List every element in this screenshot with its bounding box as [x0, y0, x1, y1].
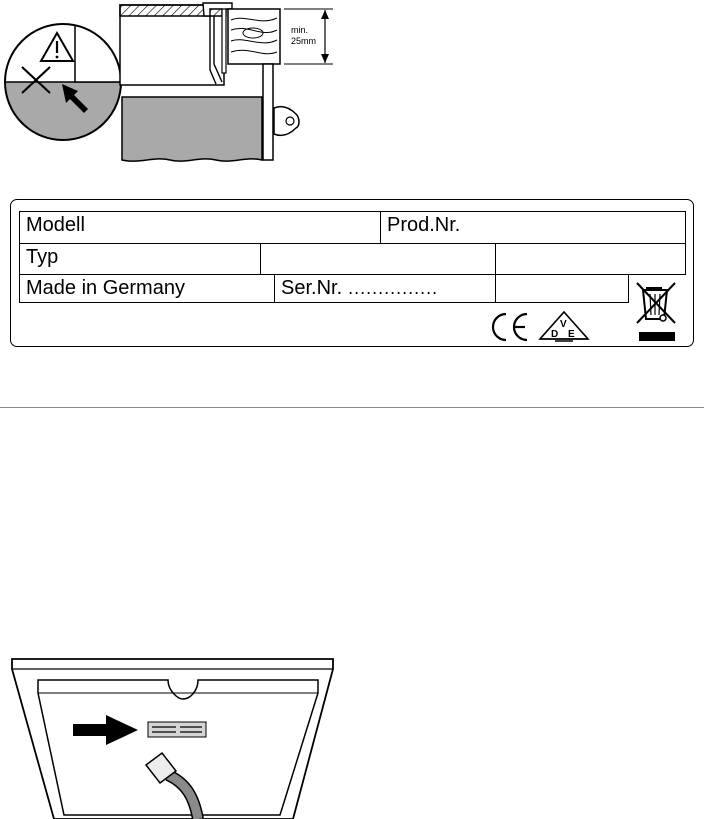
svg-text:V: V: [560, 319, 567, 330]
ser-nr-cell: [274, 274, 496, 303]
made-in-cell: [19, 274, 275, 303]
svg-text:D: D: [551, 329, 559, 340]
dimension-label-value: 25mm: [291, 36, 317, 46]
cooktop-underside-diagram: [0, 655, 350, 819]
prod-nr-cell: [380, 211, 686, 244]
made-in-label: Made in Germany: [26, 277, 185, 299]
svg-text:E: E: [568, 329, 575, 340]
type-extra-cell: [495, 243, 686, 275]
type-label: Typ: [26, 246, 59, 268]
vde-mark-icon: [537, 310, 591, 344]
worktop-section: [120, 5, 224, 85]
model-label: Modell: [26, 214, 85, 236]
wood-strip: [228, 9, 280, 64]
type-cell: [19, 243, 261, 275]
page-divider: [0, 407, 704, 408]
ser-extra-cell: [495, 274, 629, 303]
ce-mark-icon: [488, 311, 532, 343]
cabinet-block: [122, 97, 262, 161]
side-panel: [263, 64, 299, 160]
ser-nr-label: Ser.Nr.: [281, 277, 343, 299]
prod-nr-label: Prod.Nr.: [387, 214, 461, 236]
ser-nr-dots: ...............: [348, 278, 439, 298]
dimension-label-min: min.: [291, 25, 309, 35]
type-value-cell: [260, 243, 496, 275]
installation-diagram: [0, 0, 704, 170]
rating-plate: [10, 199, 694, 347]
rating-plate-small-icon: [148, 722, 206, 737]
detail-magnifier: [0, 20, 135, 152]
weee-crossed-bin-icon: [633, 277, 681, 343]
model-cell: [19, 211, 381, 244]
hob-inner-tray: [38, 680, 318, 815]
warning-triangle-icon: [41, 33, 73, 61]
